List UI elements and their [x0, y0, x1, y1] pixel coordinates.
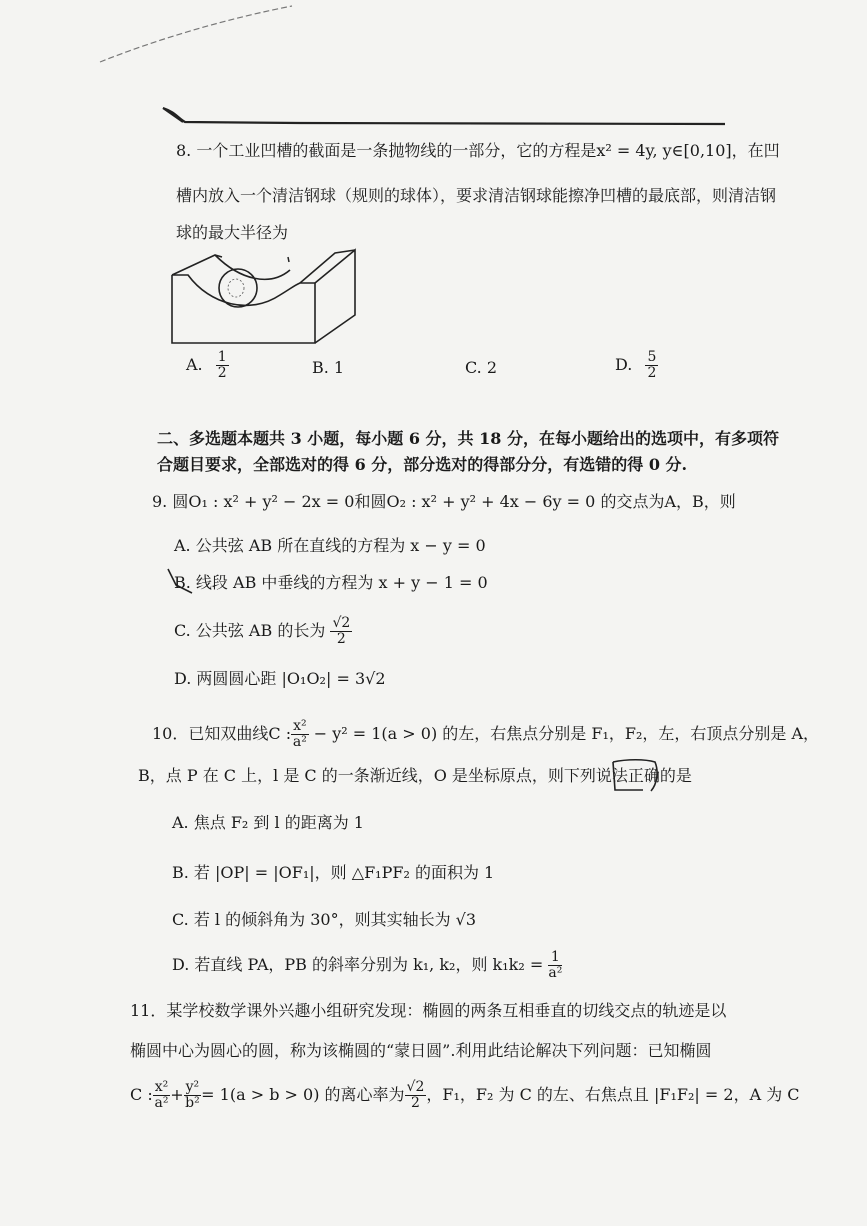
q10-option-b: B. 若 |OP| = |OF₁|，则 △F₁PF₂ 的面积为 1 [172, 863, 495, 882]
q9-option-d: D. 两圆圆心距 |O₁O₂| = 3√2 [174, 669, 386, 688]
q8-option-c: C. 2 [465, 358, 498, 377]
q10-option-a: A. 焦点 F₂ 到 l 的距离为 1 [172, 813, 364, 832]
q9-option-b: B. 线段 AB 中垂线的方程为 x + y − 1 = 0 [174, 573, 488, 592]
section2-heading-line2: 合题目要求，全部选对的得 6 分，部分选对的得部分分，有选错的得 0 分. [157, 455, 688, 474]
q8-line1: 8. 一个工业凹槽的截面是一条抛物线的一部分，它的方程是x² = 4y, y∈[0,10]，在凹 [176, 141, 780, 160]
q9-option-c: C. 公共弦 AB 的长为 $\frac{√2}{2}$ [174, 615, 351, 647]
q8-option-b: B. 1 [312, 358, 345, 377]
q10-option-c: C. 若 l 的倾斜角为 30°，则其实轴长为 √3 [172, 910, 477, 929]
q10-stem-line1: 10．已知双曲线C : $\frac{\text{x²}}{\text{a²}}$ − y² = 1(a > 0) 的左，右焦点分别是 F₁，F₂，左，右顶点分别是 A， [152, 718, 820, 750]
q11-line2: 椭圆中心为圆心的圆，称为该椭圆的“蒙日圆”.利用此结论解决下列问题：已知椭圆 [130, 1041, 712, 1060]
q8-line3: 球的最大半径为 [176, 223, 289, 242]
q8-option-d: D. $\frac{5}{2}$ [615, 349, 657, 381]
q9-option-a: A. 公共弦 AB 所在直线的方程为 x − y = 0 [174, 536, 486, 555]
scan-marks [0, 0, 867, 140]
q11-line3: C : $\frac{\text{x²}}{\text{a²}}$ + $\frac{\text{y²}}{\text{b²}}$ = 1(a > b > 0) 的离心率为 $\frac{√2}{2}$ ，F₁，F₂ 为 C 的左、右焦点且 |F₁F₂| = 2，A 为 C [130, 1079, 800, 1111]
groove-figure [160, 245, 370, 355]
q8-line2: 槽内放入一个清洁钢球（规则的球体），要求清洁钢球能擦净凹槽的最底部，则清洁钢 [176, 186, 777, 205]
circle-annotation [605, 756, 665, 796]
q8-option-a: A. $\frac{1}{2}$ [186, 349, 227, 381]
q10-stem-line2: B，点 P 在 C 上，l 是 C 的一条渐近线，O 是坐标原点，则下列说法正确的是 [138, 766, 692, 785]
q9-stem: 9. 圆O₁ : x² + y² − 2x = 0和圆O₂ : x² + y² + 4x − 6y = 0 的交点为A，B，则 [152, 492, 736, 511]
q10-option-d: D. 若直线 PA，PB 的斜率分别为 k₁, k₂，则 k₁k₂ = $\frac{1}{\text{a²}}$ [172, 949, 563, 981]
q11-line1: 11．某学校数学课外兴趣小组研究发现：椭圆的两条互相垂直的切线交点的轨迹是以 [130, 1001, 727, 1020]
checkmark-annotation [166, 565, 196, 597]
section2-heading-line1: 二、多选题本题共 3 小题，每小题 6 分，共 18 分，在每小题给出的选项中，有多项符 [157, 429, 779, 448]
